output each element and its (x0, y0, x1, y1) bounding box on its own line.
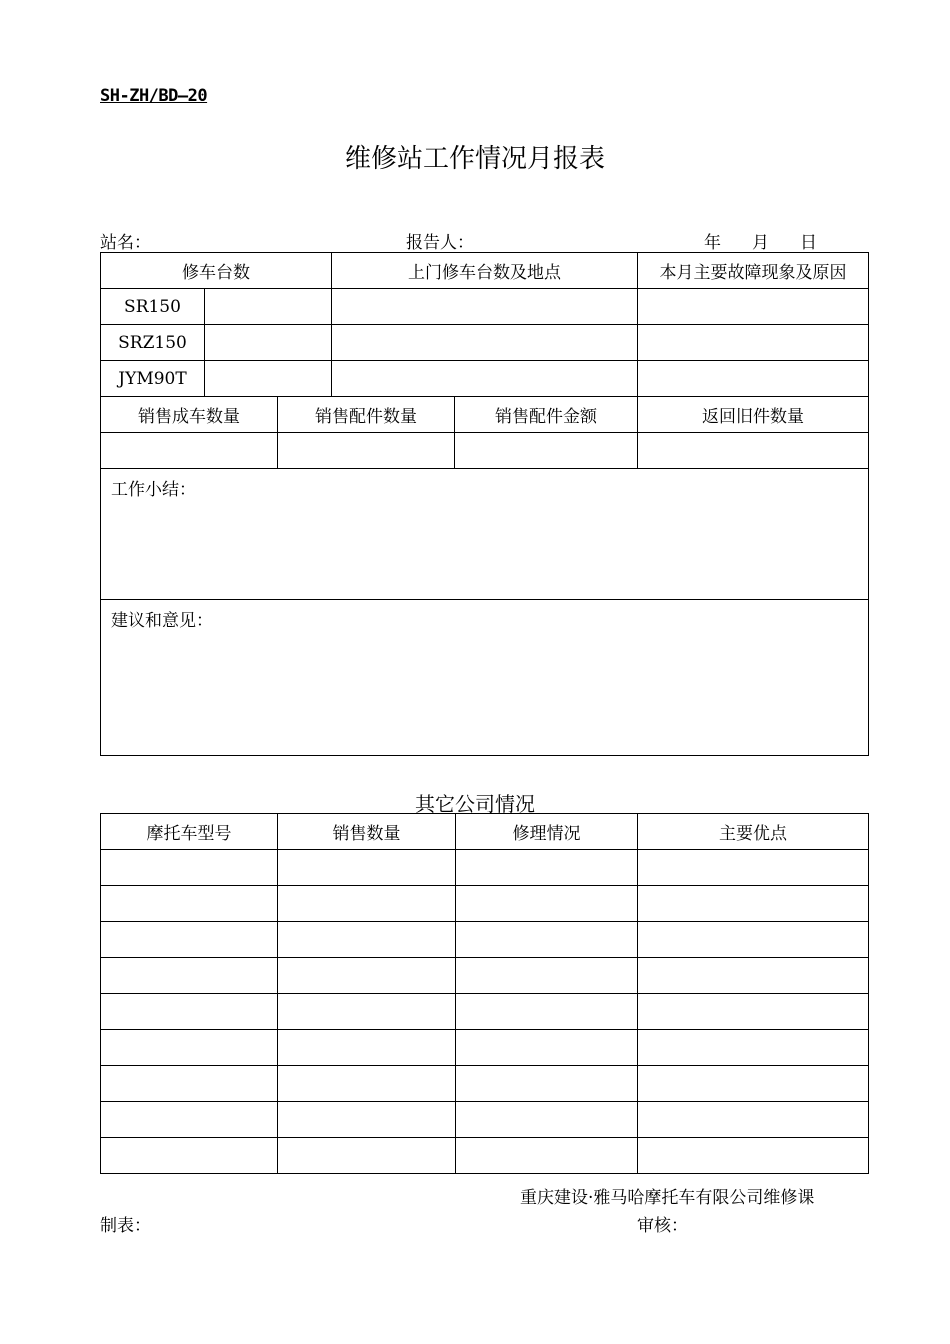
table-row (101, 397, 869, 433)
year-label: 年 (704, 233, 721, 253)
header-parts-amount: 销售配件金额 (455, 397, 638, 433)
table-cell[interactable] (456, 958, 638, 994)
vehicles-sold-cell[interactable] (101, 433, 278, 469)
table-row (101, 325, 869, 361)
header-repair-count: 修车台数 (101, 253, 332, 289)
header-vehicles-sold: 销售成车数量 (101, 397, 278, 433)
table-cell[interactable] (101, 1066, 278, 1102)
table-cell[interactable] (638, 1138, 869, 1174)
table-cell[interactable] (101, 850, 278, 886)
table-cell[interactable] (278, 886, 456, 922)
table-row (101, 1138, 869, 1174)
table-cell[interactable] (278, 1030, 456, 1066)
table-cell[interactable] (456, 850, 638, 886)
table-cell[interactable] (456, 1066, 638, 1102)
table-row (101, 600, 869, 756)
table-cell[interactable] (278, 850, 456, 886)
table-cell[interactable] (456, 1138, 638, 1174)
parts-sold-cell[interactable] (278, 433, 455, 469)
table-row (101, 994, 869, 1030)
header-repair-status: 修理情况 (456, 814, 638, 850)
table-cell[interactable] (101, 958, 278, 994)
table-cell[interactable] (101, 1102, 278, 1138)
document-code: SH-ZH/BD—20 (100, 86, 208, 106)
table-cell[interactable] (456, 994, 638, 1030)
table-row (101, 289, 869, 325)
other-companies-title: 其它公司情况 (415, 792, 535, 816)
table-cell[interactable] (456, 1102, 638, 1138)
table-cell[interactable] (638, 958, 869, 994)
header-returned-parts: 返回旧件数量 (638, 397, 869, 433)
parts-amount-cell[interactable] (455, 433, 638, 469)
work-summary-label: 工作小结： (111, 480, 196, 500)
onsite-cell[interactable] (332, 325, 638, 361)
model-cell: JYM90T (101, 361, 205, 397)
header-parts-sold: 销售配件数量 (278, 397, 455, 433)
header-main-faults: 本月主要故障现象及原因 (638, 253, 869, 289)
prepared-by-label: 制表： (100, 1216, 151, 1236)
table-cell[interactable] (638, 886, 869, 922)
table-row (101, 958, 869, 994)
table-row (101, 814, 869, 850)
table-cell[interactable] (278, 994, 456, 1030)
suggestions-cell[interactable] (101, 600, 869, 756)
table-cell[interactable] (278, 1102, 456, 1138)
fault-cell[interactable] (638, 289, 869, 325)
table-cell[interactable] (101, 886, 278, 922)
header-onsite-repair: 上门修车台数及地点 (332, 253, 638, 289)
table-row (101, 253, 869, 289)
table-cell[interactable] (278, 922, 456, 958)
main-report-table (100, 252, 869, 756)
station-label: 站名： (100, 233, 151, 253)
table-row (101, 433, 869, 469)
returned-parts-cell[interactable] (638, 433, 869, 469)
table-cell[interactable] (101, 922, 278, 958)
onsite-cell[interactable] (332, 361, 638, 397)
table-row (101, 922, 869, 958)
table-cell[interactable] (638, 850, 869, 886)
suggestions-label: 建议和意见： (111, 611, 213, 631)
reporter-label: 报告人： (406, 233, 474, 253)
table-row (101, 469, 869, 600)
table-cell[interactable] (456, 922, 638, 958)
repair-count-cell[interactable] (205, 361, 332, 397)
model-cell: SRZ150 (101, 325, 205, 361)
onsite-cell[interactable] (332, 289, 638, 325)
table-cell[interactable] (456, 886, 638, 922)
repair-count-cell[interactable] (205, 289, 332, 325)
table-row (101, 850, 869, 886)
work-summary-cell[interactable] (101, 469, 869, 600)
other-companies-table (100, 813, 869, 1174)
table-row (101, 1030, 869, 1066)
table-row (101, 1102, 869, 1138)
header-moto-model: 摩托车型号 (101, 814, 278, 850)
fault-cell[interactable] (638, 361, 869, 397)
table-row (101, 1066, 869, 1102)
table-cell[interactable] (638, 1030, 869, 1066)
month-label: 月 (752, 233, 769, 253)
table-cell[interactable] (101, 1138, 278, 1174)
table-cell[interactable] (278, 1066, 456, 1102)
table-cell[interactable] (638, 1102, 869, 1138)
table-row (101, 361, 869, 397)
table-cell[interactable] (638, 922, 869, 958)
table-cell[interactable] (101, 994, 278, 1030)
table-cell[interactable] (278, 958, 456, 994)
header-sales-qty: 销售数量 (278, 814, 456, 850)
document-title: 维修站工作情况月报表 (344, 144, 605, 174)
reviewed-by-label: 审核： (637, 1216, 688, 1236)
table-cell[interactable] (638, 994, 869, 1030)
header-main-advantages: 主要优点 (638, 814, 869, 850)
repair-count-cell[interactable] (205, 325, 332, 361)
day-label: 日 (800, 233, 817, 253)
table-row (101, 886, 869, 922)
table-cell[interactable] (638, 1066, 869, 1102)
model-cell: SR150 (101, 289, 205, 325)
table-cell[interactable] (456, 1030, 638, 1066)
fault-cell[interactable] (638, 325, 869, 361)
table-cell[interactable] (278, 1138, 456, 1174)
table-cell[interactable] (101, 1030, 278, 1066)
company-name: 重庆建设·雅马哈摩托车有限公司维修课 (520, 1188, 815, 1208)
